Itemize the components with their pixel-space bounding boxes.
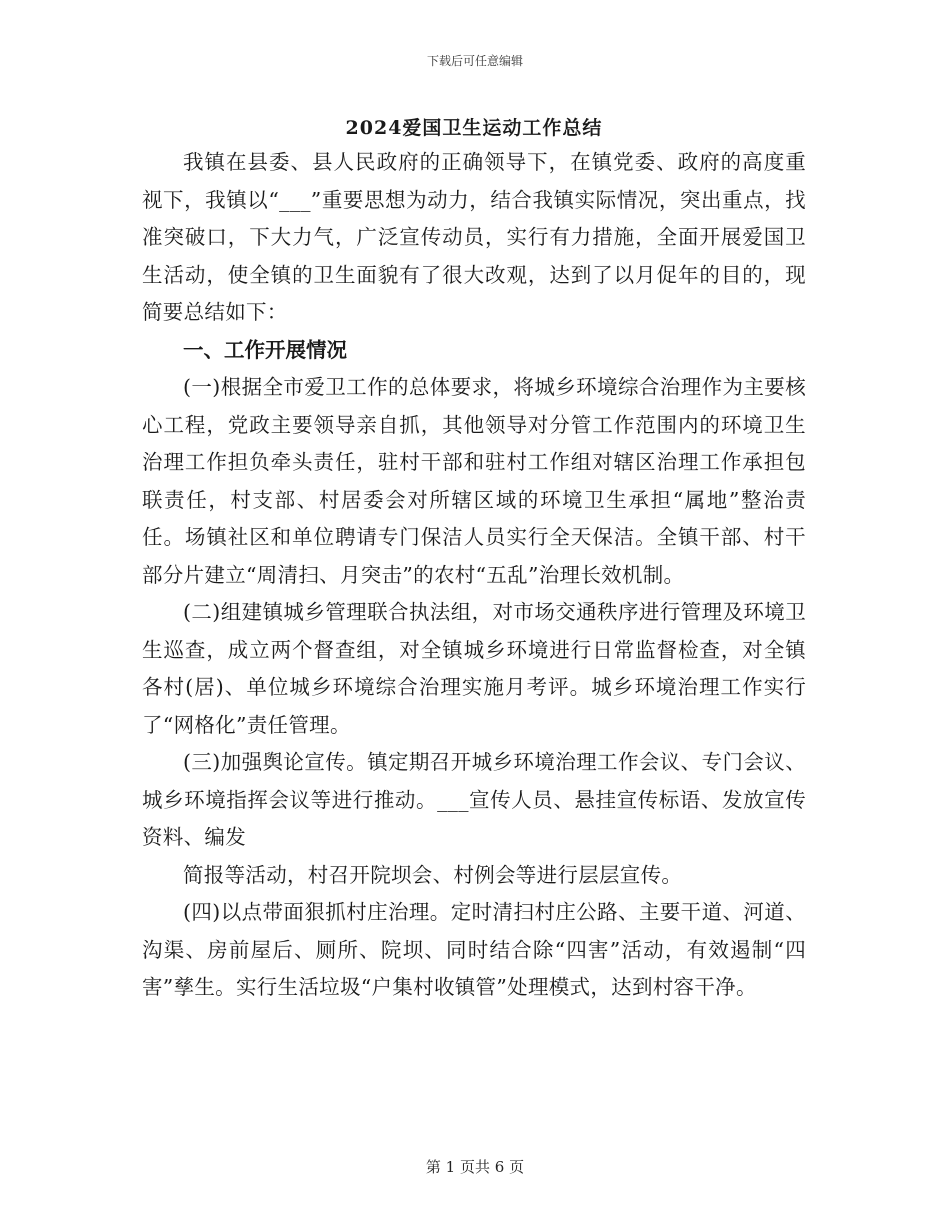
paragraph-3-continued: 简报等活动，村召开院坝会、村例会等进行层层宣传。 (183, 862, 683, 887)
paragraph-2: (二)组建镇城乡管理联合执法组，对市场交通秩序进行管理及环境卫生巡查，成立两个督查组，对全镇城乡环境进行日常监督检查，对全镇各村(居)、单位城乡环境综合治理实施月考评。城乡环境治理工作实行了“网格化”责任管理。 (142, 600, 806, 737)
document-title: 2024爱国卫生运动工作总结 (345, 117, 603, 139)
paragraph-1: (一)根据全市爱卫工作的总体要求，将城乡环境综合治理作为主要核心工程，党政主要领导亲自抓，其他领导对分管工作范围内的环境卫生治理工作担负牵头责任，驻村干部和驻村工作组对辖区治理工作承担包联责任，村支部、村居委会对所辖区域的环境卫生承担“属地”整治责任。场镇社区和单位聘请专门保洁人员实行全天保洁。全镇干部、村干部分片建立“周清扫、月突击”的农村“五乱”治理长效机制。 (142, 375, 806, 587)
section-heading: 一、工作开展情况 (183, 337, 347, 362)
page-header: 下载后可任意编辑 (426, 54, 523, 68)
page-footer: 第 1 页共 6 页 (425, 1158, 525, 1176)
paragraph-3: (三)加强舆论宣传。镇定期召开城乡环境治理工作会议、专门会议、城乡环境指挥会议等进行推动。___宣传人员、悬挂宣传标语、发放宣传资料、编发 (142, 750, 806, 849)
document-body (142, 112, 806, 1007)
paragraph-4: (四)以点带面狠抓村庄治理。定时清扫村庄公路、主要干道、河道、沟渠、房前屋后、厕所、院坝、同时结合除“四害”活动，有效遏制“四害”孳生。实行生活垃圾“户集村收镇管”处理模式，达到村容干净。 (142, 900, 806, 999)
intro-paragraph: 我镇在县委、县人民政府的正确领导下，在镇党委、政府的高度重视下，我镇以“___”重要思想为动力，结合我镇实际情况，突出重点，找准突破口，下大力气，广泛宣传动员，实行有力措施，全面开展爱国卫生活动，使全镇的卫生面貌有了很大改观，达到了以月促年的目的，现简要总结如下： (142, 150, 806, 324)
